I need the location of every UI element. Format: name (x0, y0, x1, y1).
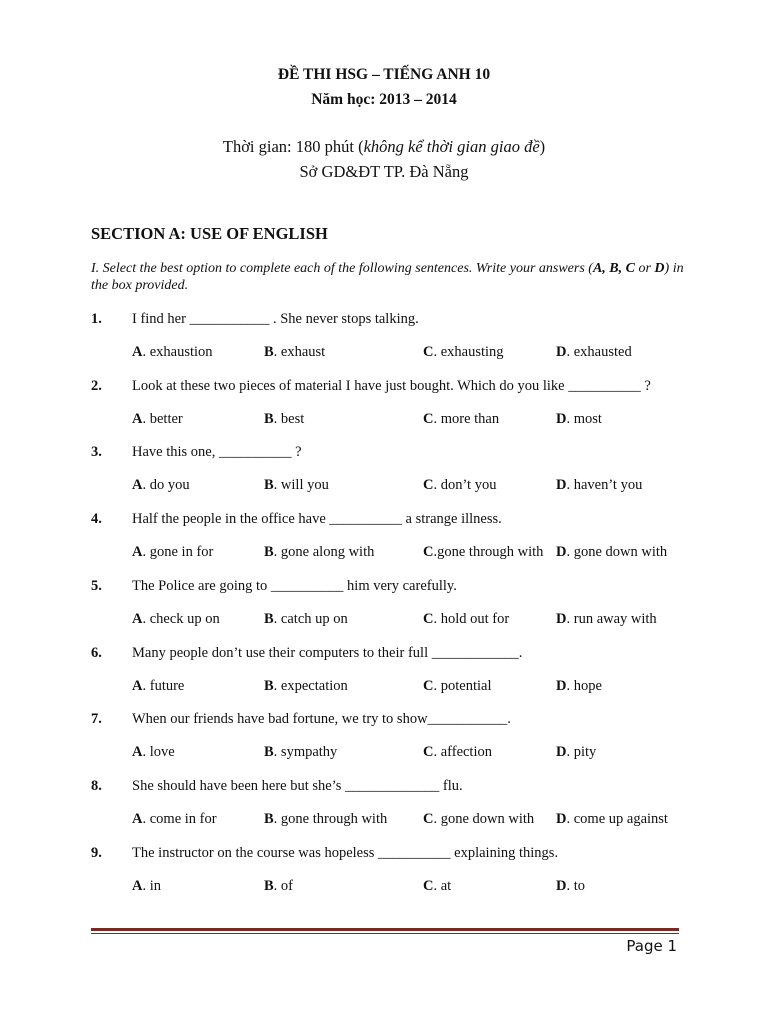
option-text: . gone along with (273, 544, 375, 561)
option-text: . future (142, 677, 185, 694)
option-text: . love (142, 744, 175, 761)
option-text: . will you (273, 477, 329, 494)
option-c (423, 344, 504, 361)
option-c (423, 878, 451, 895)
option-letter: A (132, 410, 143, 427)
option-a (132, 411, 183, 428)
option-d (556, 344, 632, 361)
option-text: . affection (433, 744, 492, 761)
option-b (264, 344, 325, 361)
option-text: . gone down with (566, 544, 668, 561)
option-text: . most (566, 410, 602, 427)
option-letter: D (556, 344, 567, 360)
instruction-bold-2: D (654, 261, 665, 276)
option-letter: D (556, 610, 567, 627)
time-prefix: Thời gian: 180 phút ( (222, 137, 364, 156)
option-d (556, 411, 602, 428)
option-text: . check up on (142, 610, 220, 627)
option-a (132, 811, 217, 828)
option-b (264, 544, 374, 561)
option-text: . hold out for (433, 610, 510, 627)
option-text: . best (273, 410, 305, 427)
option-letter: D (556, 810, 567, 827)
option-letter: D (556, 410, 567, 427)
option-d (556, 678, 602, 695)
option-letter: C (423, 610, 434, 627)
question-number: 8. (91, 777, 102, 794)
option-c (423, 544, 543, 561)
option-text: . pity (566, 744, 597, 761)
instruction-bold-1: A, B, C (592, 261, 635, 276)
option-b (264, 744, 337, 761)
question-number: 2. (91, 377, 102, 394)
time-note: không kể thời gian giao đề (363, 137, 540, 156)
option-letter: A (132, 677, 143, 694)
option-text: . potential (433, 677, 492, 694)
option-letter: B (264, 677, 274, 694)
option-letter: C (423, 677, 434, 694)
department: Sở GD&ĐT TP. Đà Nẵng (299, 162, 469, 181)
question-number: 3. (91, 444, 102, 461)
option-text: . exhausted (566, 344, 632, 360)
option-text: . expectation (273, 677, 348, 694)
option-c (423, 411, 499, 428)
option-d (556, 878, 585, 895)
option-d (556, 744, 596, 761)
time-allowed (0, 137, 768, 157)
question-number: 5. (91, 577, 102, 594)
option-c (423, 611, 509, 628)
option-text: . don’t you (433, 477, 497, 494)
option-a (132, 678, 184, 695)
option-text: . sympathy (273, 744, 338, 761)
option-letter: D (556, 477, 567, 494)
option-letter: B (264, 610, 274, 627)
option-letter: A (132, 744, 143, 761)
question-text: Half the people in the office have __________ a strange illness. (132, 511, 502, 528)
option-b (264, 611, 348, 628)
option-text: . exhausting (433, 344, 504, 360)
option-letter: A (132, 544, 143, 561)
option-text: .gone through with (433, 544, 544, 561)
option-d (556, 611, 657, 628)
school-year: Năm học: 2013 – 2014 (311, 91, 457, 108)
option-a (132, 344, 213, 361)
option-c (423, 678, 491, 695)
instruction-text-3: ) in the box provided. (91, 261, 684, 293)
option-text: . haven’t you (566, 477, 643, 494)
instruction-text-1: I. Select the best option to complete each of the following sentences. Write your answers ( (91, 261, 593, 276)
option-text: . come in for (142, 810, 217, 827)
option-letter: D (556, 744, 567, 761)
option-text: . do you (142, 477, 190, 494)
option-letter: C (423, 744, 434, 761)
question-number: 7. (91, 711, 102, 728)
option-text: . more than (433, 410, 500, 427)
option-text: . gone in for (142, 544, 214, 561)
option-letter: C (423, 410, 434, 427)
option-letter: C (423, 877, 434, 894)
option-c (423, 477, 496, 494)
option-b (264, 411, 304, 428)
question-number: 6. (91, 644, 102, 661)
footer-rule-thin (91, 933, 679, 934)
option-text: . of (273, 877, 294, 894)
option-letter: C (423, 477, 434, 494)
question-text: The instructor on the course was hopeless __________ explaining things. (132, 844, 559, 861)
option-letter: B (264, 810, 274, 827)
question-text: Have this one, __________ ? (132, 444, 302, 461)
question-text: She should have been here but she’s _____________ flu. (132, 777, 463, 794)
question-text: Many people don’t use their computers to their full ____________. (132, 644, 523, 661)
option-b (264, 878, 293, 895)
option-a (132, 744, 175, 761)
option-letter: D (556, 677, 567, 694)
option-letter: A (132, 810, 143, 827)
option-letter: B (264, 410, 274, 427)
option-a (132, 544, 213, 561)
question-text: I find her ___________ . She never stops talking. (132, 311, 419, 327)
footer-rule-thick (91, 928, 679, 931)
time-suffix: ) (539, 137, 546, 156)
option-letter: B (264, 477, 274, 494)
option-text: . run away with (566, 610, 657, 627)
question-text: Look at these two pieces of material I have just bought. Which do you like __________ ? (132, 377, 651, 394)
option-b (264, 678, 348, 695)
question-text: When our friends have bad fortune, we try to show___________. (132, 711, 511, 728)
question-number: 4. (91, 511, 102, 528)
option-text: . at (433, 877, 452, 894)
page-number: Page 1 (626, 937, 677, 955)
option-d (556, 477, 642, 494)
question-text: The Police are going to __________ him very carefully. (132, 577, 457, 594)
option-letter: A (132, 344, 143, 360)
option-text: . gone down with (433, 810, 535, 827)
question-number: 1. (91, 311, 102, 327)
option-letter: D (556, 877, 567, 894)
option-text: . come up against (566, 810, 668, 827)
section-title: SECTION A: USE OF ENGLISH (91, 224, 328, 243)
instruction (91, 260, 691, 294)
option-text: . better (142, 410, 183, 427)
option-text: . in (142, 877, 162, 894)
option-letter: A (132, 877, 143, 894)
option-letter: A (132, 610, 143, 627)
option-letter: A (132, 477, 143, 494)
option-text: . gone through with (273, 810, 388, 827)
option-d (556, 544, 667, 561)
option-b (264, 811, 387, 828)
question-number: 9. (91, 844, 102, 861)
option-letter: B (264, 744, 274, 761)
option-text: . exhaustion (142, 344, 213, 360)
option-c (423, 811, 534, 828)
option-a (132, 611, 220, 628)
option-text: . to (566, 877, 586, 894)
option-letter: B (264, 544, 274, 561)
option-letter: B (264, 344, 274, 360)
option-a (132, 878, 161, 895)
option-letter: C (423, 810, 434, 827)
option-b (264, 477, 329, 494)
exam-title: ĐỀ THI HSG – TIẾNG ANH 10 (277, 66, 491, 83)
option-letter: C (423, 544, 434, 561)
option-letter: D (556, 544, 567, 561)
option-text: . exhaust (273, 344, 326, 360)
option-text: . catch up on (273, 610, 348, 627)
option-a (132, 477, 190, 494)
option-letter: C (423, 344, 434, 360)
option-text: . hope (566, 677, 602, 694)
option-letter: B (264, 877, 274, 894)
instruction-text-2: or (634, 261, 655, 276)
option-c (423, 744, 492, 761)
option-d (556, 811, 668, 828)
